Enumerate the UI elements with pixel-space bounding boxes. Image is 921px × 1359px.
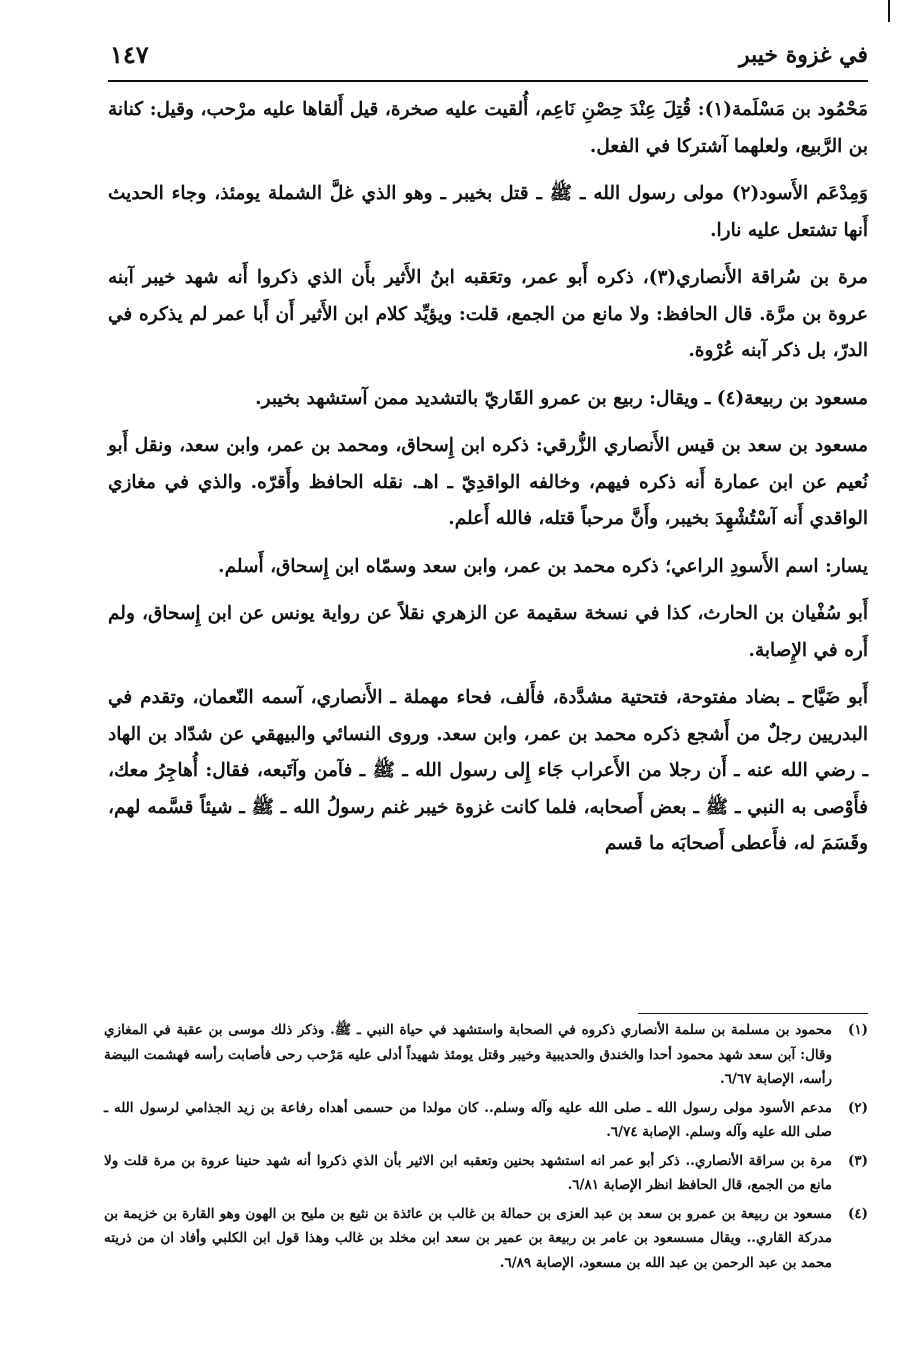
paragraph-abu-dayyah: أَبو ضَيَّاح ـ بضاد مفتوحة، فتحتية مشدَّدة، فأَلف، فحاء مهملة ـ الأَنصاري، آسمه النّعمان، وتقدم في البدريين رجلٌ من أَشجع ذكره محمد بن عمر، وابن سعد. وروى النسائي والبيهقي عن شدّاد بن الهاد ـ رضي الله عنه ـ أَن رجلا من الأَعراب جَاء إِلى رسول الله ـ ﷺ ـ فآمن وآتَبعه، فقال: أُهاجِرُ معك، فأَوْصى به النبي ـ ﷺ ـ بعض أَصحابه، فلما كانت غزوة خيبر غنم رسولُ الله ـ ﷺ ـ شيئاً قسَّمه لهم، وقَسَمَ له، فأَعطى أَصحابَه ما قسم (108, 687, 868, 854)
page-header (110, 34, 868, 78)
paragraph-midam: وَمِدْعَم الأَسود(٢) مولى رسول الله ـ ﷺ ـ قتل بخيبر ـ وهو الذي غلَّ الشملة يومئذ، وجاء الحديث أَنها تشتعل عليه نارا. (108, 183, 868, 241)
paragraph-masud-saad: مسعود بن سعد بن قيس الأَنصاري الزُّرقي: ذكره ابن إِسحاق، ومحمد بن عمر، وابن سعد، ونقل أَبو نُعيم عن ابن عمارة أَنه ذكره فيهم، وخالفه الواقدِيّ ـ اهـ. نقله الحافظ وأَقرّه. والذي في مغازي الواقدي أَنه آسْتُشْهِدَ بخيبر، وأَنَّ مرحباً قتله، فالله أَعلم. (108, 435, 868, 529)
footnote (104, 1149, 868, 1198)
footnote-number: (١) (847, 1022, 868, 1038)
footnote-text: مرة بن سراقة الأنصاري.. ذكر أبو عمر انه استشهد بحنين وتعقبه ابن الاثير بأن الذي ذكروا أنه شهد حنينا عروة بن مرة قلت ولا مانع من الجمع، قال الحافظ انظر الإصابة ٦/٨١. (104, 1152, 832, 1193)
paragraph-mahmoud: مَحْمُود بن مَسْلَمة(١): قُتِلَ عِنْدَ حِصْنِ نَاعِم، أُلقيت عليه صخرة، قيل أَلقاها عليه مرْحب، وقيل: كنانة بن الرَّبيع، ولعلهما آشتركا في الفعل. (108, 99, 868, 157)
footnote-separator (638, 1013, 868, 1014)
header-rule (108, 80, 868, 82)
corner-mark (888, 0, 890, 22)
footnote-number: (٢) (847, 1099, 868, 1116)
footnotes (104, 1018, 868, 1279)
paragraph-murra: مرة بن سُراقة الأَنصاري(٣)، ذكره أَبو عمر، وتعَقبه ابنُ الأَثير بأَن الذي ذكروا أَنه شهد خيبر آبنه عروة بن مرَّة. قال الحافظ: ولا مانع من الجمع، قلت: ويؤيِّد كلام ابن الأَثير أَن أَبا عمر لم يذكره في الدرّ، بل ذكر آبنه عُرْوة. (108, 267, 868, 361)
paragraph-masud-rabia: مسعود بن ربيعة(٤) ـ ويقال: ربيع بن عمرو القَاريّ بالتشديد ممن آستشهد بخيبر. (255, 387, 868, 409)
footnote-number: (٤) (847, 1205, 868, 1222)
footnote (104, 1202, 868, 1276)
footnote (104, 1018, 868, 1092)
main-text (108, 92, 868, 874)
paragraph-abu-sufyan: أَبو سُفْيان بن الحارث، كذا في نسخة سقيمة عن الزهري نقلاً عن رواية يونس عن ابن إِسحاق، ولم أَره في الإِصابة. (108, 603, 868, 661)
footnote-text: مدعم الأسود مولى رسول الله ـ صلى الله عليه وآله وسلم.. كان مولدا من حسمى أهداه رفاعة بن زيد الجذامي لرسول الله ـ صلى الله عليه وآله وسلم. الإصابة ٦/٧٤. (104, 1099, 832, 1140)
footnote-number: (٣) (847, 1152, 868, 1169)
page-number: ١٤٧ (110, 40, 149, 69)
running-title: في غزوة خيبر (739, 42, 868, 68)
footnote-text: مسعود بن ربيعة بن عمرو بن سعد بن عبد العزى بن حمالة بن غالب بن عائذة بن نثيع بن مليح بن الهون وهو القارة بن خزيمة بن مدركة القاري.. ويقال مسسعود بن عامر بن ربيعة بن عمير بن سعد ابن مخلد بن غالب وهذا قول ابن الكلبي وأفاد ان من ذريته محمد بن عبد الرحمن بن عبد الله بن مسعود، الإصابة ٦/٨٩. (104, 1205, 832, 1271)
paragraph-yasar: يسار: اسم الأَسودِ الراعي؛ ذكره محمد بن عمر، وابن سعد وسمّاه ابن إِسحاق، أَسلم. (218, 555, 868, 577)
footnote (104, 1096, 868, 1145)
footnote-text: محمود بن مسلمة بن سلمة الأنصاري ذكروه في الصحابة واستشهد في حياة النبي ـ ﷺ. وذكر ذلك موسى بن عقبة في المغازي وقال: آبن سعد شهد محمود أحدا والخندق والحديبية وخيبر وقتل يومئذ شهيداً أدلى عليه مَرْحب رحى فأصابت رأسه فهشمت البيضة رأسه، الإصابة ٦/٦٧. (104, 1022, 832, 1087)
